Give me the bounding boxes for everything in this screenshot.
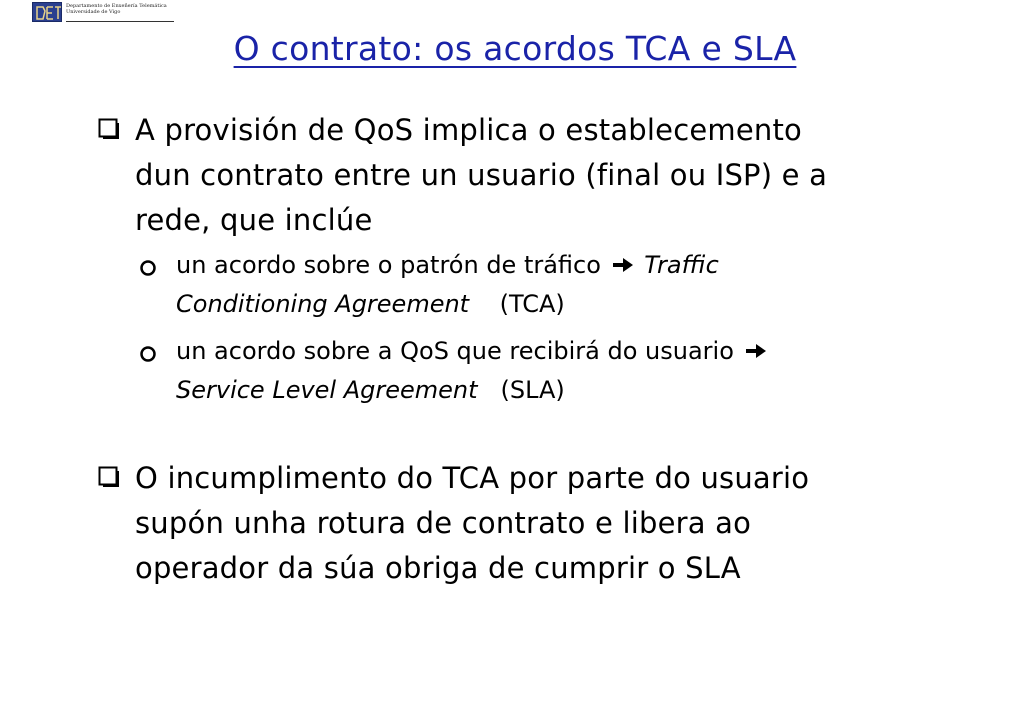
department-logo-icon	[32, 2, 62, 22]
sub-2-line2	[176, 371, 936, 410]
sub-1-term-part1: Traffic	[644, 251, 719, 279]
bullet-1-line1: A provisión de QoS implica o establecemento	[135, 113, 802, 147]
slide-title: O contrato: os acordos TCA e SLA	[233, 29, 797, 68]
sub-2-abbr: (SLA)	[500, 376, 565, 404]
sub-1-abbr: (TCA)	[499, 290, 565, 318]
sub-1-term-part2: Conditioning Agreement	[176, 290, 470, 318]
bullet-1-line3: rede, que inclúe	[135, 203, 373, 237]
sub-2-text: un acordo sobre a QoS que recibirá do usuario	[176, 337, 734, 365]
sub-1-line1	[176, 246, 936, 285]
hollow-circle-icon	[138, 345, 158, 363]
right-arrow-icon	[744, 342, 768, 360]
logo-divider	[66, 21, 174, 22]
bullet-2-line3: operador da súa obriga de cumprir o SLA	[135, 551, 741, 585]
bullet-text-1	[135, 108, 995, 243]
bullet-2-line1: O incumplimento do TCA por parte do usuario	[135, 461, 810, 495]
header-logo	[4, 2, 174, 24]
hollow-square-icon	[98, 118, 120, 140]
sub-1-line2	[176, 285, 936, 324]
sub-2-term: Service Level Agreement	[176, 376, 478, 404]
sub-bullet-text-1	[176, 246, 936, 324]
logo-text	[66, 3, 167, 15]
hollow-circle-icon	[138, 259, 158, 277]
right-arrow-icon	[611, 256, 635, 274]
hollow-square-icon	[98, 466, 120, 488]
logo-text-line1: Departamento de Enxeñería Telemática	[66, 3, 167, 9]
bullet-text-2	[135, 456, 995, 591]
logo-text-line2: Universidade de Vigo	[66, 9, 121, 15]
sub-1-text: un acordo sobre o patrón de tráfico	[176, 251, 601, 279]
bullet-1-line2: dun contrato entre un usuario (final ou ISP) e a	[135, 158, 828, 192]
sub-2-line1	[176, 332, 936, 371]
sub-bullet-text-2	[176, 332, 936, 410]
bullet-2-line2: supón unha rotura de contrato e libera ao	[135, 506, 752, 540]
